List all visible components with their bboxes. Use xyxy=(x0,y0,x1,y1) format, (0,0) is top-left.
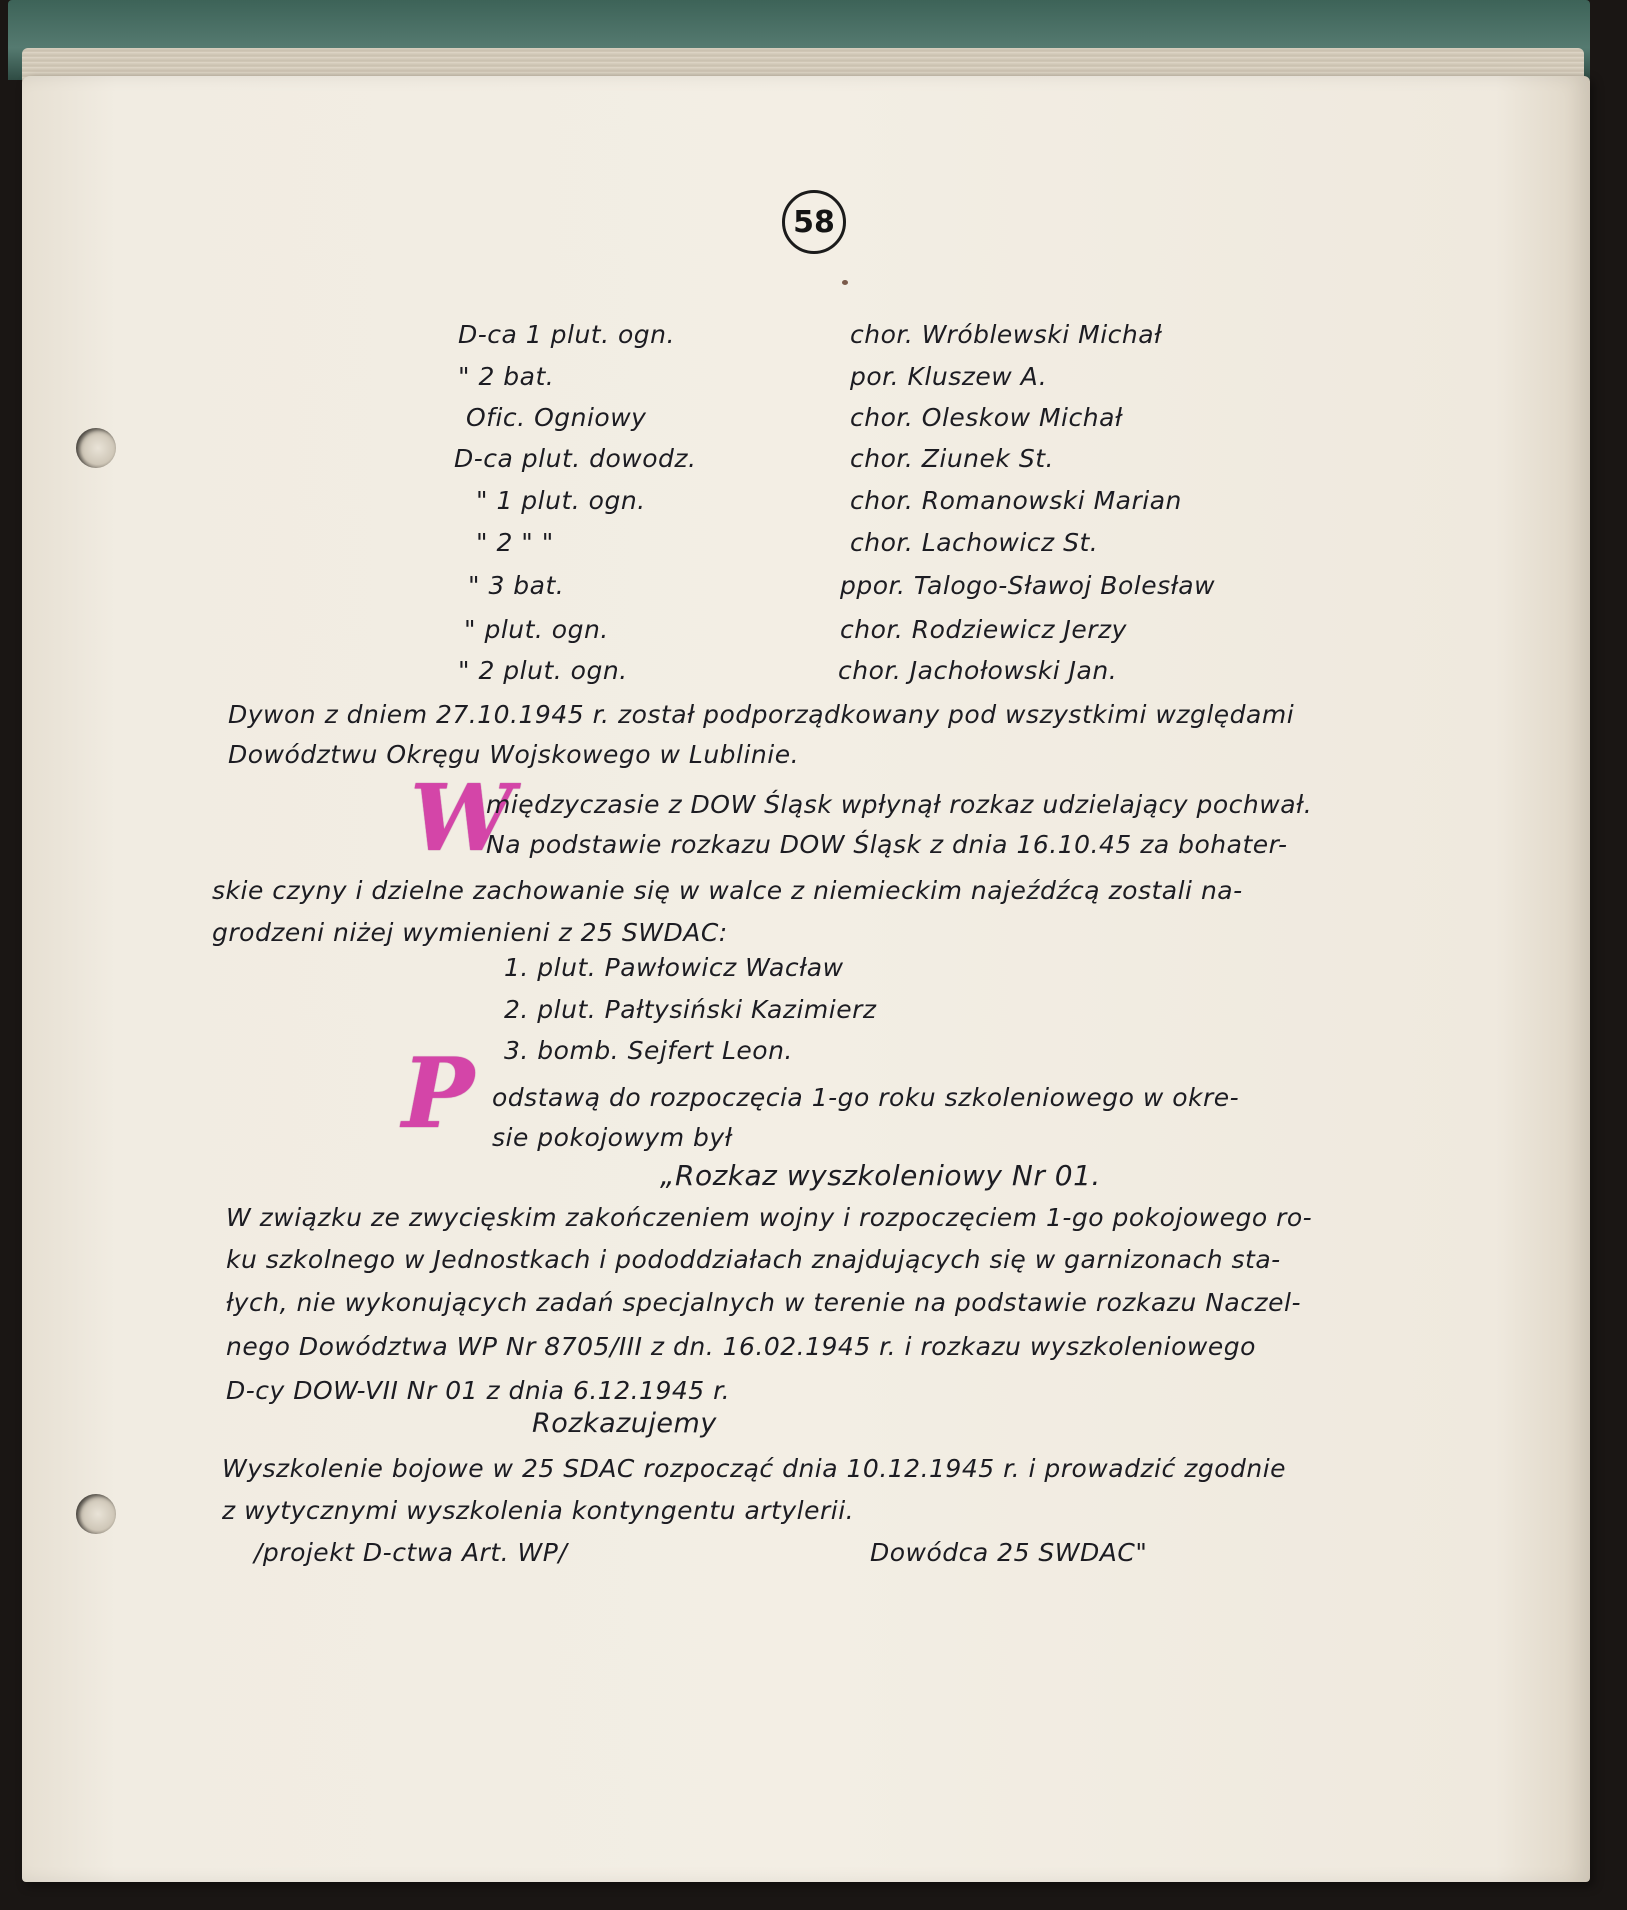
roster-name-4: chor. Ziunek St. xyxy=(850,444,1054,473)
roster-name-5: chor. Romanowski Marian xyxy=(850,486,1182,515)
roster-position-4: D-ca plut. dowodz. xyxy=(454,444,697,473)
para4-line-5: D-cy DOW-VII Nr 01 z dnia 6.12.1945 r. xyxy=(226,1376,731,1405)
roster-position-7: " 3 bat. xyxy=(468,571,565,600)
para1-line-1: Dywon z dniem 27.10.1945 r. został podporządkowany pod wszystkimi względami xyxy=(228,700,1295,729)
awarded-1: 1. plut. Pawłowicz Wacław xyxy=(504,953,844,982)
ink-spot xyxy=(842,280,848,285)
decorative-initial-w: W xyxy=(410,764,514,872)
roster-position-9: " 2 plut. ogn. xyxy=(458,656,628,685)
para3-line-2: sie pokojowym był xyxy=(492,1123,733,1152)
roster-name-1: chor. Wróblewski Michał xyxy=(850,320,1162,349)
para4-line-2: ku szkolnego w Jednostkach i pododdziałach znajdujących się w garnizonach sta- xyxy=(226,1245,1281,1274)
order-title: „Rozkaz wyszkoleniowy Nr 01. xyxy=(660,1159,1101,1192)
para5-line-2: z wytycznymi wyszkolenia kontyngentu artylerii. xyxy=(222,1496,855,1525)
roster-position-3: Ofic. Ogniowy xyxy=(466,403,647,432)
punch-hole-bottom xyxy=(76,1494,116,1534)
roster-name-2: por. Kluszew A. xyxy=(850,362,1048,391)
roster-position-8: " plut. ogn. xyxy=(464,615,609,644)
para2-line-2: Na podstawie rozkazu DOW Śląsk z dnia 16.10.45 za bohater- xyxy=(486,830,1288,859)
roster-position-6: " 2 " " xyxy=(476,528,554,557)
roster-position-1: D-ca 1 plut. ogn. xyxy=(458,320,675,349)
roster-name-7: ppor. Talogo-Sławoj Bolesław xyxy=(840,571,1216,600)
roster-position-2: " 2 bat. xyxy=(458,362,555,391)
roster-name-6: chor. Lachowicz St. xyxy=(850,528,1099,557)
roster-name-9: chor. Jachołowski Jan. xyxy=(838,656,1118,685)
awarded-3: 3. bomb. Sejfert Leon. xyxy=(504,1036,793,1065)
para2-line-4: grodzeni niżej wymienieni z 25 SWDAC: xyxy=(212,918,728,947)
para1-line-2: Dowództwu Okręgu Wojskowego w Lublinie. xyxy=(228,740,800,769)
roster-position-5: " 1 plut. ogn. xyxy=(476,486,646,515)
roster-name-3: chor. Oleskow Michał xyxy=(850,403,1123,432)
footer-project-note: /projekt D-ctwa Art. WP/ xyxy=(254,1538,568,1567)
para3-line-1: odstawą do rozpoczęcia 1-go roku szkoleniowego w okre- xyxy=(492,1083,1240,1112)
page-number: 58 xyxy=(782,190,846,254)
para4-line-3: łych, nie wykonujących zadań specjalnych w terenie na podstawie rozkazu Naczel- xyxy=(226,1288,1301,1317)
orders-heading: Rozkazujemy xyxy=(532,1408,717,1439)
para4-line-4: nego Dowództwa WP Nr 8705/III z dn. 16.02.1945 r. i rozkazu wyszkoleniowego xyxy=(226,1332,1256,1361)
para2-line-3: skie czyny i dzielne zachowanie się w walce z niemieckim najeźdźcą zostali na- xyxy=(212,876,1243,905)
awarded-2: 2. plut. Pałtysiński Kazimierz xyxy=(504,995,877,1024)
para5-line-1: Wyszkolenie bojowe w 25 SDAC rozpocząć dnia 10.12.1945 r. i prowadzić zgodnie xyxy=(222,1454,1287,1483)
para4-line-1: W związku ze zwycięskim zakończeniem wojny i rozpoczęciem 1-go pokojowego ro- xyxy=(226,1203,1313,1232)
punch-hole-top xyxy=(76,428,116,468)
footer-signature: Dowódca 25 SWDAC" xyxy=(870,1538,1148,1567)
roster-name-8: chor. Rodziewicz Jerzy xyxy=(840,615,1127,644)
para2-line-1: międzyczasie z DOW Śląsk wpłynął rozkaz udzielający pochwał. xyxy=(486,790,1313,819)
decorative-initial-p: P xyxy=(402,1037,475,1150)
